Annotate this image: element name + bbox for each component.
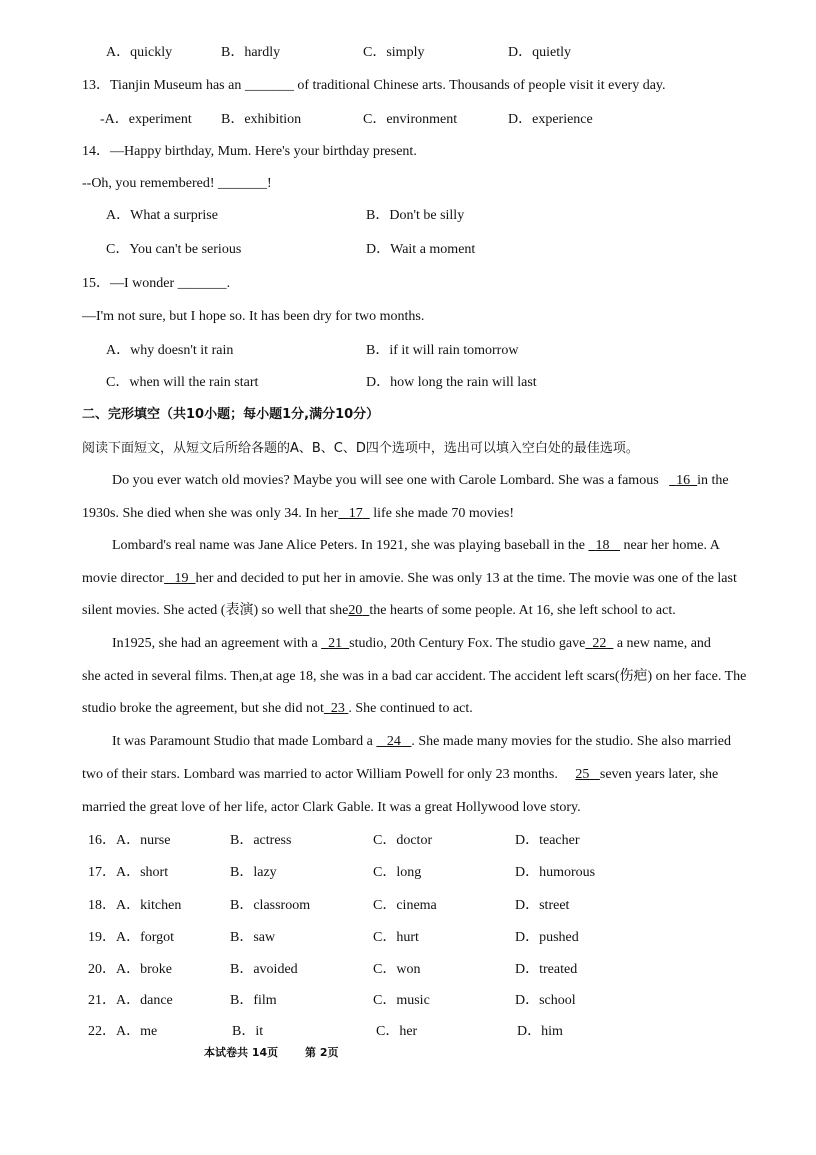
answer-option-a: A．kitchen xyxy=(116,898,182,913)
q13-post: of traditional Chinese arts. Thousands of people visit it every day. xyxy=(297,78,666,93)
q13-option-a: -A．experiment xyxy=(100,112,192,127)
section-instruction: 阅读下面短文，从短文后所给各题的A、B、C、D四个选项中，选出可以填入空白处的最佳选项。 xyxy=(82,441,639,456)
blank-19: 19 xyxy=(174,571,189,586)
answer-option-a: A．short xyxy=(116,865,169,880)
q13-option-d: D．experience xyxy=(508,112,593,127)
answer-option-a: A．broke xyxy=(116,962,172,977)
passage-text: In1925, she had an agreement with a xyxy=(112,636,318,651)
blank-22: 22 xyxy=(592,636,607,651)
footer-total-pages: 本试卷共 14页 xyxy=(204,1046,279,1059)
passage-text: 1930s. She died when she was only 34. In her xyxy=(82,506,339,521)
passage-text: two of their stars. Lombard was married to actor William Powell for only 23 months. xyxy=(82,767,558,782)
answer-option-b: B．it xyxy=(232,1024,264,1039)
passage-line xyxy=(82,700,473,718)
q13-number: 13． xyxy=(82,78,110,93)
answer-option-a: A．me xyxy=(116,1024,158,1039)
answer-option-b: B．avoided xyxy=(230,962,298,977)
passage-line xyxy=(82,505,514,523)
q13-pre: Tianjin Museum has an xyxy=(110,78,242,93)
q15-line1: 15．—I wonder _______. xyxy=(82,276,231,291)
answer-option-d: D．him xyxy=(517,1024,563,1039)
answer-option-c: C．long xyxy=(373,865,422,880)
answer-option-d: D．teacher xyxy=(515,833,580,848)
q14-option-c: C．You can't be serious xyxy=(106,242,242,257)
section-title: 二、完形填空（共10小题；每小题1分,满分10分） xyxy=(82,407,380,422)
answer-option-c: C．her xyxy=(376,1024,418,1039)
answer-option-b: B．actress xyxy=(230,833,292,848)
q14-option-a: A．What a surprise xyxy=(106,208,218,223)
blank-25: 25 xyxy=(575,767,590,782)
q15-option-b: B．if it will rain tomorrow xyxy=(366,343,519,358)
q12-option-c: C．simply xyxy=(363,45,425,60)
passage-text: silent movies. She acted (表演) so well that she xyxy=(82,603,349,618)
answer-number: 16． xyxy=(88,833,116,848)
q13-blank: _______ xyxy=(244,78,294,93)
passage-text: studio, 20th Century Fox. The studio gave xyxy=(349,636,586,651)
passage-text: life she made 70 movies! xyxy=(373,506,514,521)
answer-option-d: D．pushed xyxy=(515,930,579,945)
answer-option-c: C．won xyxy=(373,962,421,977)
q13-stem xyxy=(82,77,666,95)
passage-text: Lombard's real name was Jane Alice Peters. In 1921, she was playing baseball in the xyxy=(112,538,585,553)
q15-option-c: C．when will the rain start xyxy=(106,375,259,390)
blank-18: 18 xyxy=(595,538,610,553)
q15-option-d: D．how long the rain will last xyxy=(366,375,537,390)
answer-number: 22． xyxy=(88,1024,116,1039)
answer-option-c: C．music xyxy=(373,993,430,1008)
answer-number: 21． xyxy=(88,993,116,1008)
passage-line: married the great love of her life, actor Clark Gable. It was a great Hollywood love story. xyxy=(82,800,581,815)
passage-text: seven years later, she xyxy=(599,767,719,782)
passage-line xyxy=(82,602,676,620)
q14-option-b: B．Don't be silly xyxy=(366,208,465,223)
passage-text: studio broke the agreement, but she did not xyxy=(82,701,324,716)
passage-line xyxy=(82,766,718,784)
passage-text: . She continued to act. xyxy=(348,701,473,716)
answer-option-a: A．nurse xyxy=(116,833,171,848)
q12-option-d: D．quietly xyxy=(508,45,571,60)
answer-option-d: D．treated xyxy=(515,962,578,977)
answer-option-c: C．cinema xyxy=(373,898,437,913)
q15-option-a: A．why doesn't it rain xyxy=(106,343,234,358)
q14-option-d: D．Wait a moment xyxy=(366,242,476,257)
q13-option-c: C．environment xyxy=(363,112,458,127)
answer-option-d: D．humorous xyxy=(515,865,596,880)
answer-number: 20． xyxy=(88,962,116,977)
q15-line2: —I'm not sure, but I hope so. It has been dry for two months. xyxy=(82,309,425,324)
answer-option-b: B．classroom xyxy=(230,898,311,913)
passage-text: . She made many movies for the studio. She also married xyxy=(411,734,731,749)
q12-option-b: B．hardly xyxy=(221,45,281,60)
passage-line: she acted in several films. Then,at age 18, she was in a bad car accident. The accident left scars(伤疤) on her face. The xyxy=(82,669,747,684)
passage-text: a new name, and xyxy=(616,636,711,651)
answer-number: 17． xyxy=(88,865,116,880)
answer-option-b: B．saw xyxy=(230,930,276,945)
answer-option-b: B．lazy xyxy=(230,865,277,880)
blank-20: 20 xyxy=(348,603,363,618)
blank-16: 16 xyxy=(676,473,691,488)
answer-option-d: D．street xyxy=(515,898,570,913)
passage-line xyxy=(112,635,711,653)
passage-text: Do you ever watch old movies? Maybe you will see one with Carole Lombard. She was a famous xyxy=(112,473,659,488)
passage-line xyxy=(112,733,731,751)
answer-number: 19． xyxy=(88,930,116,945)
passage-line xyxy=(82,570,737,588)
passage-text: in the xyxy=(697,473,729,488)
passage-text: It was Paramount Studio that made Lombard a xyxy=(112,734,373,749)
q13-option-b: B．exhibition xyxy=(221,112,302,127)
answer-option-d: D．school xyxy=(515,993,576,1008)
blank-24: 24 xyxy=(386,734,401,749)
passage-line xyxy=(112,537,720,555)
answer-option-b: B．film xyxy=(230,993,277,1008)
answer-option-c: C．hurt xyxy=(373,930,419,945)
q14-line2: --Oh, you remembered! _______! xyxy=(82,176,272,191)
answer-option-a: A．dance xyxy=(116,993,173,1008)
passage-text: near her home. A xyxy=(623,538,720,553)
blank-17: 17 xyxy=(348,506,363,521)
q12-option-a: A．quickly xyxy=(106,45,173,60)
footer-page-number: 第 2页 xyxy=(305,1046,339,1059)
passage-text: her and decided to put her in amovie. She was only 13 at the time. The movie was one of the last xyxy=(195,571,737,586)
answer-number: 18． xyxy=(88,898,116,913)
blank-23: 23 xyxy=(330,701,345,716)
passage-line xyxy=(112,472,729,490)
passage-text: the hearts of some people. At 16, she left school to act. xyxy=(369,603,676,618)
passage-text: movie director xyxy=(82,571,165,586)
answer-option-c: C．doctor xyxy=(373,833,433,848)
blank-21: 21 xyxy=(328,636,343,651)
q14-line1: 14．—Happy birthday, Mum. Here's your birthday present. xyxy=(82,144,417,159)
answer-option-a: A．forgot xyxy=(116,930,175,945)
